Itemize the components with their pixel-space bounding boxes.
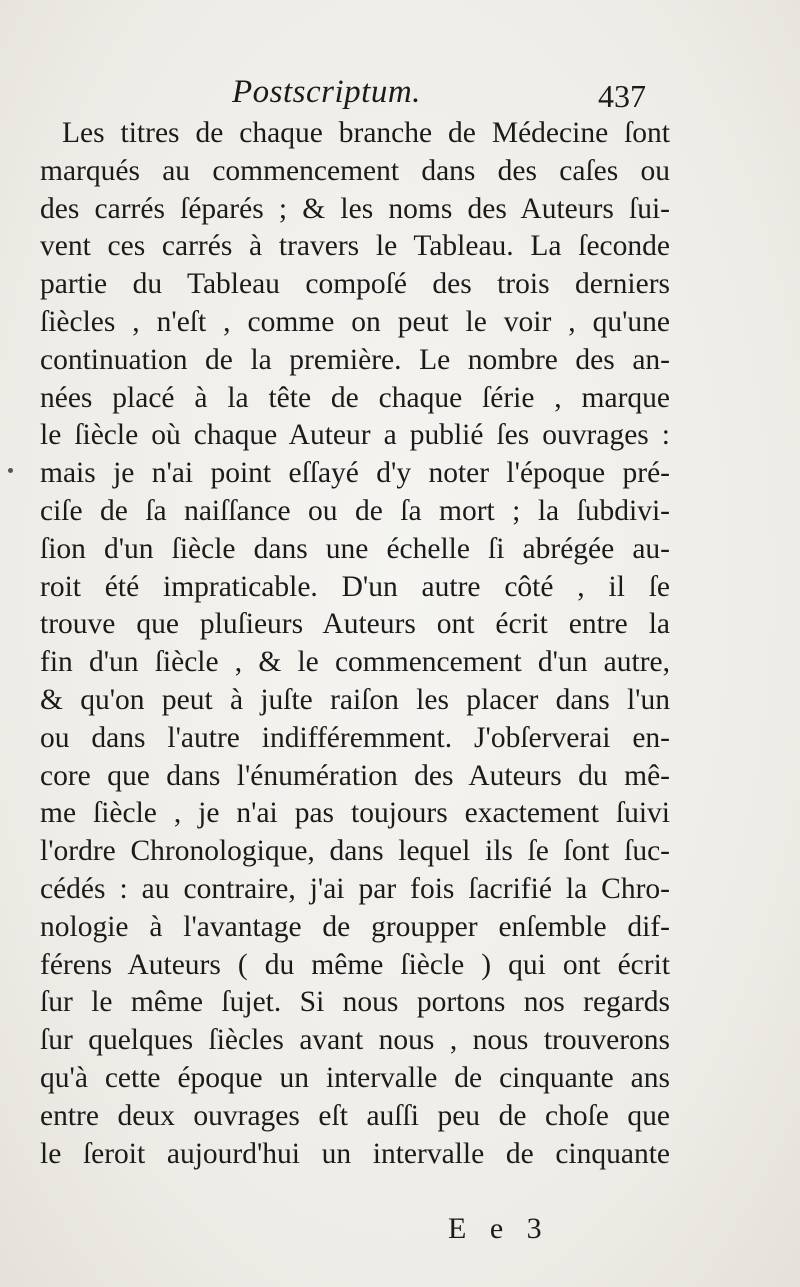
text-line: core que dans l'énumération des Auteurs du mê-: [40, 759, 670, 792]
page-header: [0, 70, 800, 120]
text-line: mais je n'ai point eſſayé d'y noter l'époque pré-: [40, 457, 670, 490]
text-line: me ſiècle , je n'ai pas toujours exactement ſuivi: [40, 797, 670, 830]
text-line: trouve que pluſieurs Auteurs ont écrit entre la: [40, 608, 670, 641]
text-line: le ſeroit aujourd'hui un intervalle de cinquante: [40, 1137, 670, 1170]
text-line: roit été impraticable. D'un autre côté , il ſe: [40, 570, 670, 603]
text-line: ſur quelques ſiècles avant nous , nous trouverons: [40, 1024, 670, 1057]
text-line: & qu'on peut à juſte raiſon les placer dans l'un: [40, 683, 670, 716]
text-line: entre deux ouvrages eſt auſſi peu de choſe que: [40, 1099, 670, 1132]
page-footer: [0, 1212, 800, 1252]
signature-mark: E e 3: [448, 1212, 550, 1245]
text-line: continuation de la première. Le nombre des an-: [40, 343, 670, 376]
text-line: vent ces carrés à travers le Tableau. La ſeconde: [40, 230, 670, 263]
text-line: des carrés ſéparés ; & les noms des Auteurs ſui-: [40, 192, 670, 225]
text-line: cédés : au contraire, j'ai par fois ſacrifié la Chro-: [40, 872, 670, 905]
text-line: partie du Tableau compoſé des trois derniers: [40, 268, 670, 301]
text-line: férens Auteurs ( du même ſiècle ) qui ont écrit: [40, 948, 670, 981]
text-line: nées placé à la tête de chaque ſérie , marque: [40, 381, 670, 414]
body-text: [40, 115, 670, 1173]
text-line: Les titres de chaque branche de Médecine ſont: [62, 117, 670, 149]
text-line: nologie à l'avantage de groupper enſemble dif-: [40, 910, 670, 943]
running-title: Postscriptum.: [232, 74, 421, 110]
margin-mark: [8, 468, 13, 473]
text-line: qu'à cette époque un intervalle de cinquante ans: [40, 1061, 670, 1094]
text-line: l'ordre Chronologique, dans lequel ils ſe ſont ſuc-: [40, 835, 670, 868]
text-line: ciſe de ſa naiſſance ou de ſa mort ; la ſubdivi-: [40, 494, 670, 527]
text-line: fin d'un ſiècle , & le commencement d'un autre,: [40, 646, 670, 679]
text-line: ou dans l'autre indifféremment. J'obſerverai en-: [40, 721, 670, 754]
text-line: marqués au commencement dans des caſes ou: [40, 154, 670, 187]
page-number: 437: [598, 78, 646, 114]
text-line: ſiècles , n'eſt , comme on peut le voir , qu'une: [40, 305, 670, 338]
text-line: le ſiècle où chaque Auteur a publié ſes ouvrages :: [40, 419, 670, 452]
text-line: ſion d'un ſiècle dans une échelle ſi abrégée au-: [40, 532, 670, 565]
text-line: ſur le même ſujet. Si nous portons nos regards: [40, 986, 670, 1019]
